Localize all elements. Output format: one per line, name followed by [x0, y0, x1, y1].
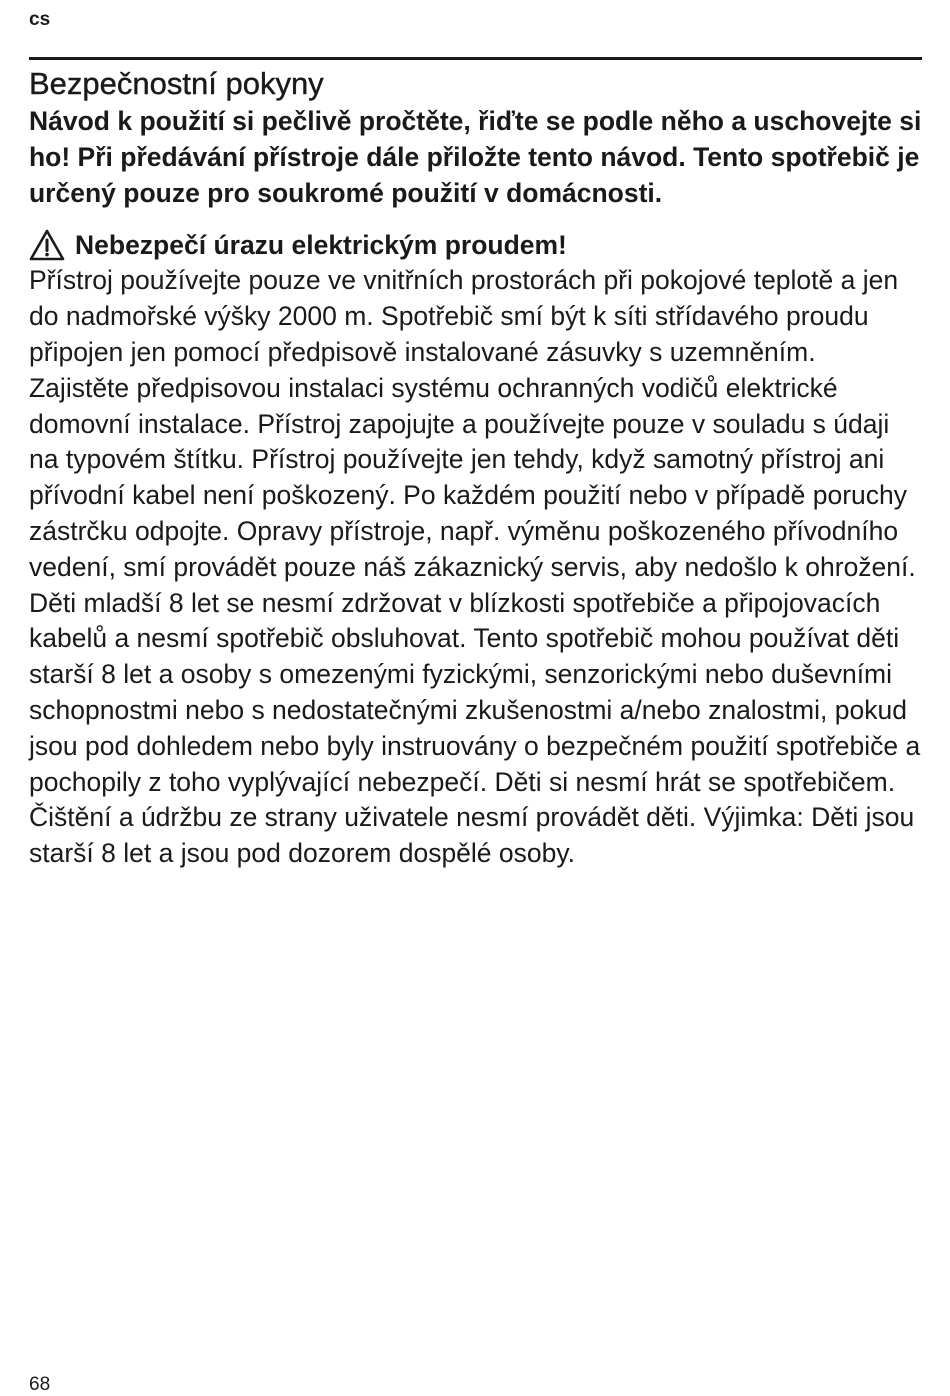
children-safety-paragraph: Děti mladší 8 let se nesmí zdržovat v blízkosti spotřebiče a připojovacích kabelů a nesmí spotřebič obsluhovat. Tento spotřebič mohou používat děti starší 8 let a osoby s omezenými fyzickými, senzorickými nebo duševními schopnostmi nebo s nedostatečnými zkušenostmi a/nebo znalostmi, pokud jsou pod dohledem nebo byly instruovány o bezpečném použití spotřebiče a pochopily z toho vyplývající nebezpečí. Děti si nesmí hrát se spotřebičem. Čištění a údržbu ze strany uživatele nesmí provádět děti. Výjimka: Děti jsou starší 8 let a jsou pod dozorem dospělé osoby.	[29, 587, 921, 869]
section-title: Bezpečnostní pokyny	[29, 66, 324, 101]
intro-paragraph: Návod k použití si pečlivě pročtěte, řiďte se podle něho a uschovejte si ho! Při předávání přístroje dále přiložte tento návod. Tento spotřebič je určený pouze pro soukromé použití v domácnosti.	[29, 106, 922, 208]
warning-triangle-icon	[29, 229, 65, 261]
header-divider	[29, 57, 922, 60]
language-code: cs	[29, 9, 51, 30]
electrical-safety-paragraph: Přístroj používejte pouze ve vnitřních prostorách při pokojové teplotě a jen do nadmořské výšky 2000 m. Spotřebič smí být k síti střídavého proudu připojen jen pomocí předpisově instalované zásuvky s uzemněním. Zajistěte předpisovou instalaci systému ochranných vodičů elektrické domovní instalace. Přístroj zapojujte a používejte pouze v souladu s údaji na typovém štítku. Přístroj používejte jen tehdy, když samotný přístroj ani přívodní kabel není poškozený. Po každém použití nebo v případě poruchy zástrčku odpojte. Opravy přístroje, např. výměnu poškozeného přívodního vedení, smí provádět pouze náš zákaznický servis, aby nedošlo k ohrožení.	[29, 265, 916, 582]
safety-section	[29, 64, 922, 872]
warning-heading	[29, 227, 922, 263]
warning-heading-text: Nebezpečí úrazu elektrickým proudem!	[75, 230, 567, 261]
page-number: 68	[29, 1374, 51, 1395]
